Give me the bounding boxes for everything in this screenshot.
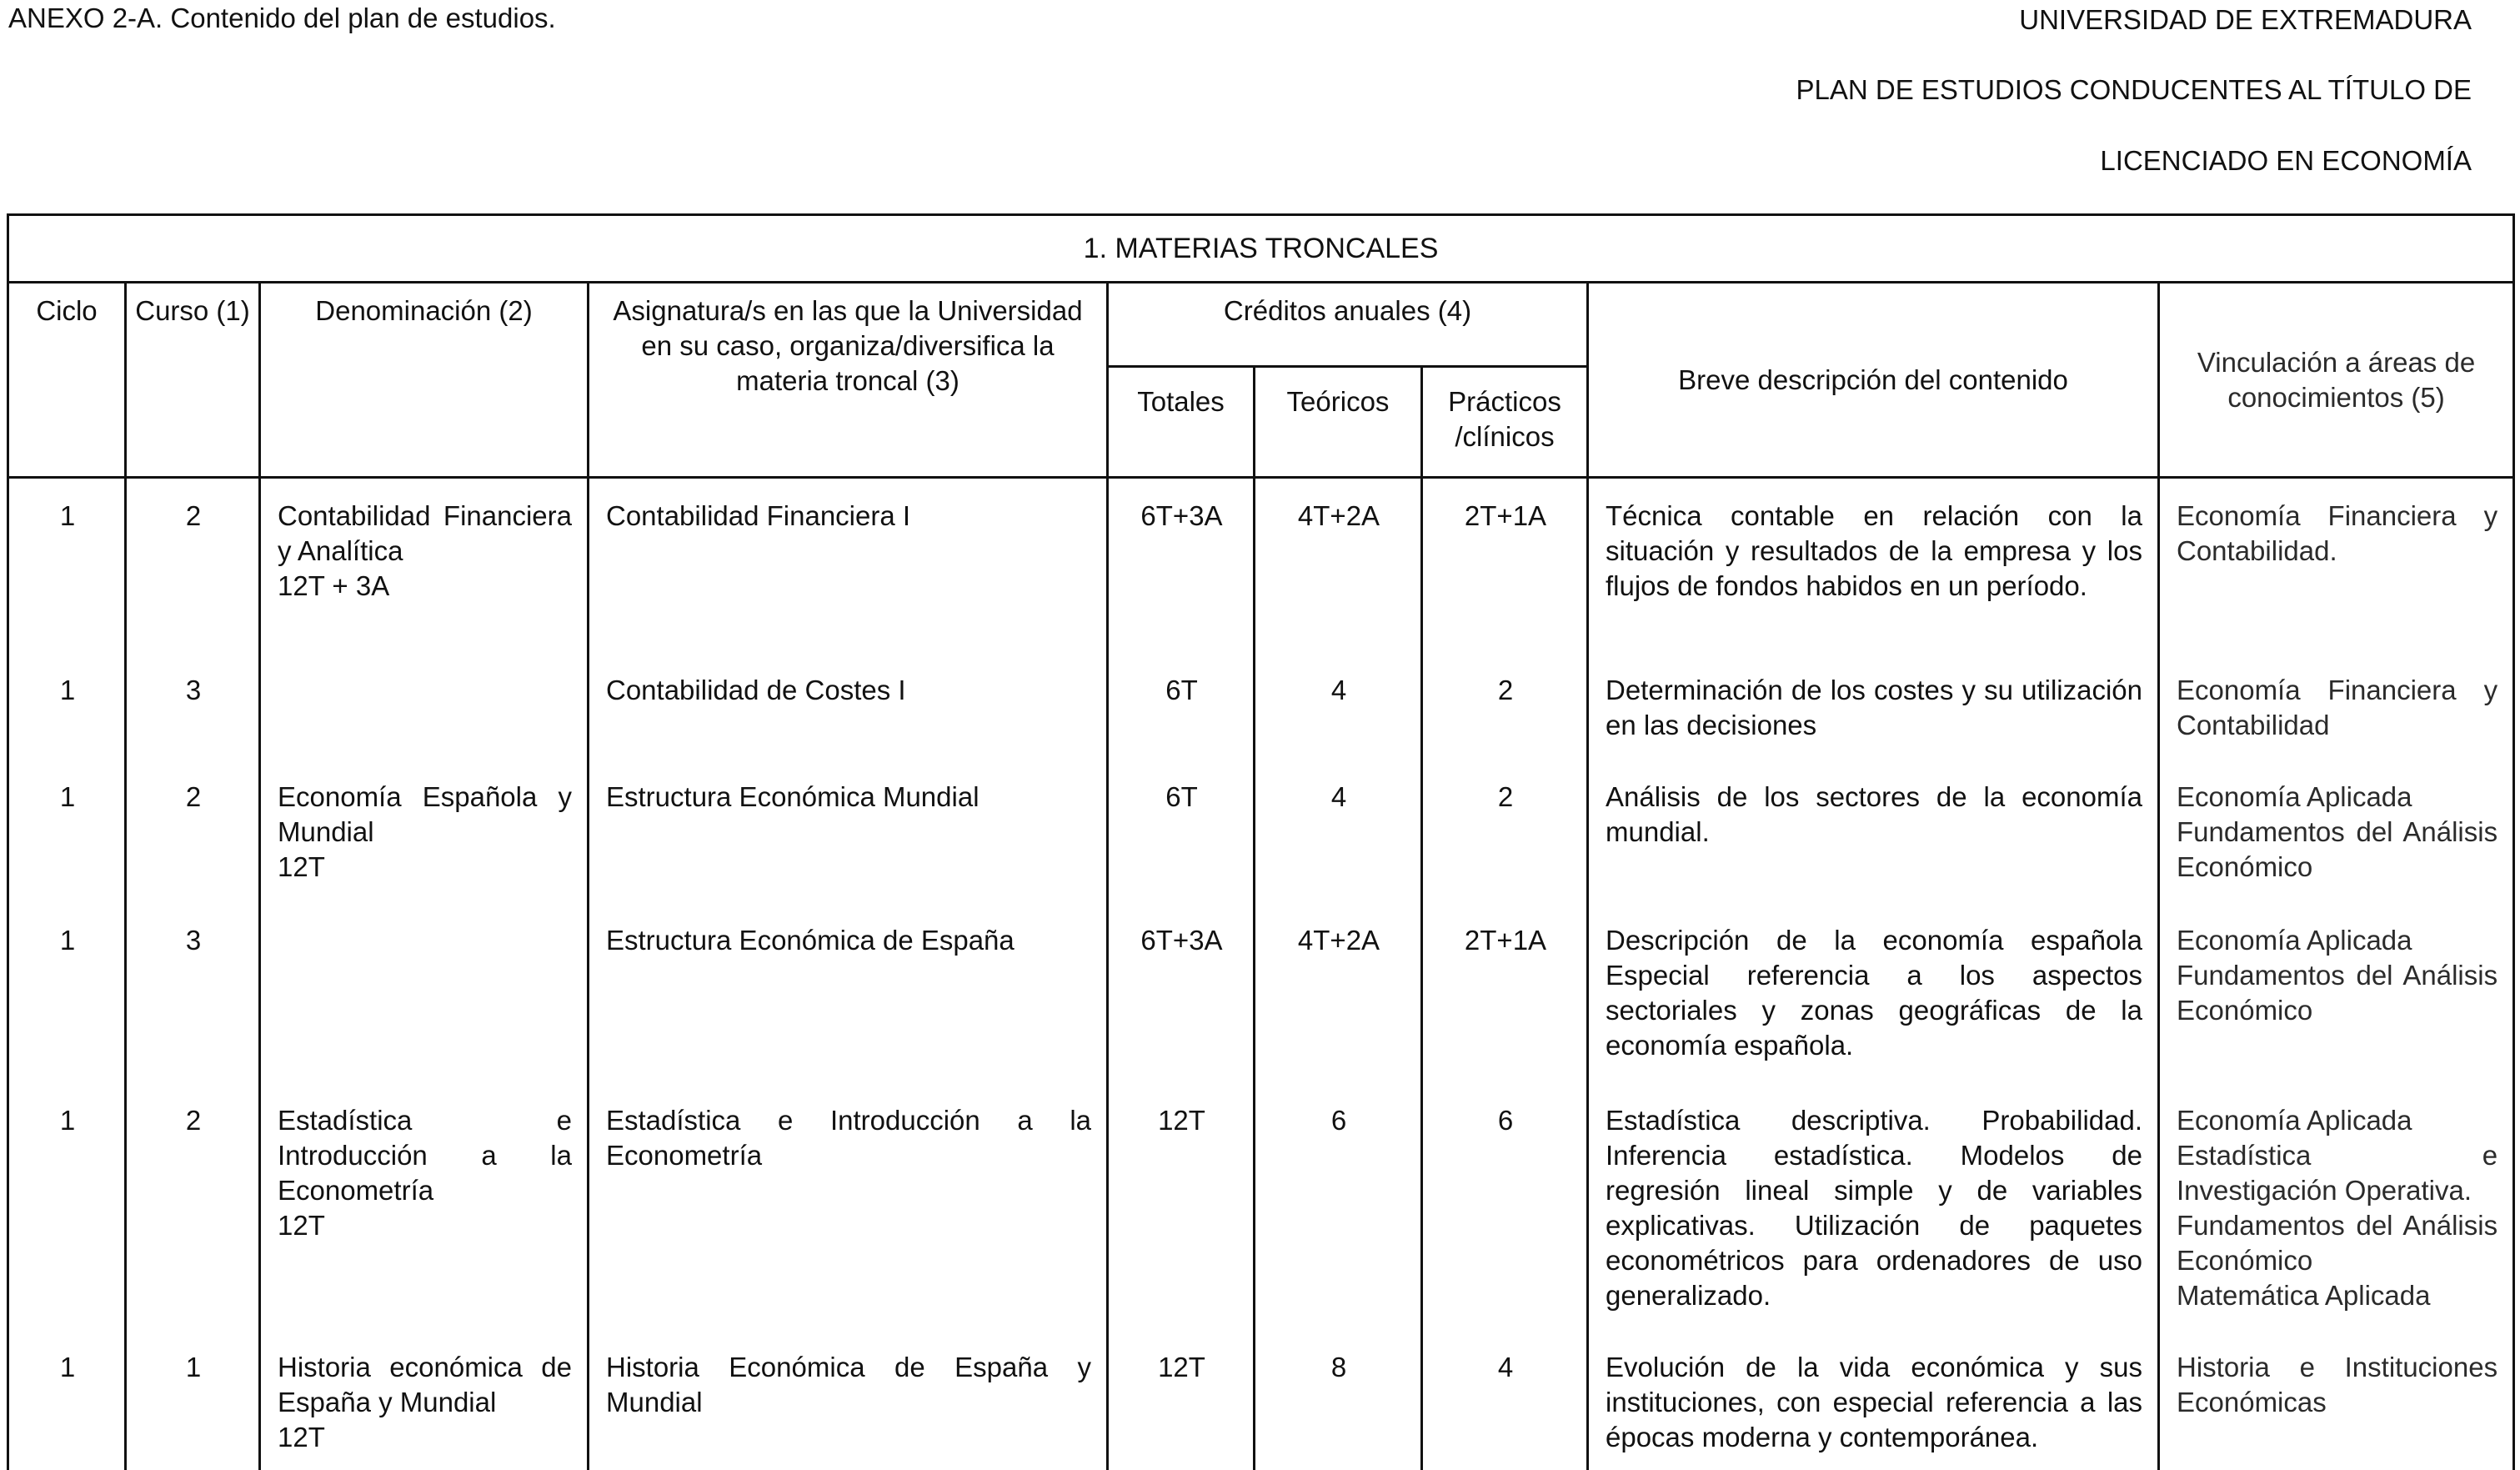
cell-vinculacion (2159, 908, 2514, 1088)
cell-totales: 6T+3A (1108, 478, 1255, 658)
cell-totales: 12T (1108, 1335, 1255, 1470)
cell-asignatura: Estadística e Introducción a la Econometría (589, 1088, 1108, 1335)
denominacion-credits: 12T (278, 1421, 325, 1452)
cell-totales: 6T (1108, 765, 1255, 908)
cell-practicos: 2T+1A (1422, 908, 1588, 1088)
cell-descripcion: Descripción de la economía española Especial referencia a los aspectos sectoriales y zonas geográficas de la economía española. (1588, 908, 2159, 1088)
plan-title-line-1: PLAN DE ESTUDIOS CONDUCENTES AL TÍTULO DE (1796, 74, 2472, 105)
cell-descripcion: Estadística descriptiva. Probabilidad. Inferencia estadística. Modelos de regresión lineal simple y de variables explicativas. Utilización de paquetes econométricos para ordenadores de uso generalizado. (1588, 1088, 2159, 1335)
cell-totales: 6T (1108, 658, 1255, 765)
cell-asignatura: Contabilidad de Costes I (589, 658, 1108, 765)
cell-curso: 2 (126, 765, 260, 908)
vinculacion-area: Economía Aplicada (2177, 780, 2412, 812)
cell-ciclo: 1 (8, 478, 126, 658)
denominacion-name: Estadística e Introducción a la Econometría (278, 1104, 572, 1206)
denominacion-name: Contabilidad Financiera y Analítica (278, 500, 572, 566)
cell-vinculacion (2159, 765, 2514, 908)
cell-curso: 2 (126, 478, 260, 658)
university-name: UNIVERSIDAD DE EXTREMADURA (2019, 4, 2472, 35)
vinculacion-area: Economía Aplicada (2177, 1104, 2412, 1136)
cell-descripcion: Evolución de la vida económica y sus instituciones, con especial referencia a las épocas moderna y contemporánea. (1588, 1335, 2159, 1470)
table-row (8, 908, 2514, 1088)
denominacion-credits: 12T (278, 850, 325, 882)
cell-teoricos: 8 (1255, 1335, 1422, 1470)
vinculacion-area: Economía Aplicada (2177, 924, 2412, 956)
table-row (8, 1335, 2514, 1470)
table-header (8, 215, 2514, 478)
cell-asignatura: Estructura Económica de España (589, 908, 1108, 1088)
col-header-totales: Totales (1108, 367, 1255, 478)
cell-teoricos: 6 (1255, 1088, 1422, 1335)
cell-teoricos: 4 (1255, 658, 1422, 765)
cell-denominacion (260, 765, 589, 908)
col-header-vinculacion: Vinculación a áreas de conocimientos (5) (2159, 283, 2514, 478)
cell-ciclo: 1 (8, 1335, 126, 1470)
cell-denominacion (260, 908, 589, 1088)
cell-ciclo: 1 (8, 658, 126, 765)
vinculacion-area: Fundamentos del Análisis Económico (2177, 815, 2498, 882)
cell-asignatura: Contabilidad Financiera I (589, 478, 1108, 658)
col-header-descripcion: Breve descripción del contenido (1588, 283, 2159, 478)
cell-denominacion (260, 478, 589, 658)
vinculacion-area: Estadística e Investigación Operativa. (2177, 1139, 2498, 1206)
col-header-teoricos: Teóricos (1255, 367, 1422, 478)
cell-descripcion: Análisis de los sectores de la economía mundial. (1588, 765, 2159, 908)
cell-teoricos: 4T+2A (1255, 478, 1422, 658)
cell-descripcion: Determinación de los costes y su utilización en las decisiones (1588, 658, 2159, 765)
col-header-asignatura: Asignatura/s en las que la Universidad en su caso, organiza/diversifica la materia troncal (3) (589, 283, 1108, 478)
cell-practicos: 6 (1422, 1088, 1588, 1335)
table-row (8, 658, 2514, 765)
table-body (8, 478, 2514, 1470)
cell-curso: 3 (126, 658, 260, 765)
cell-curso: 2 (126, 1088, 260, 1335)
table-row (8, 1088, 2514, 1335)
cell-vinculacion (2159, 658, 2514, 765)
cell-ciclo: 1 (8, 1088, 126, 1335)
cell-curso: 3 (126, 908, 260, 1088)
col-header-denominacion: Denominación (2) (260, 283, 589, 478)
cell-practicos: 2 (1422, 658, 1588, 765)
cell-totales: 12T (1108, 1088, 1255, 1335)
cell-practicos: 2T+1A (1422, 478, 1588, 658)
cell-vinculacion (2159, 1335, 2514, 1470)
col-header-curso: Curso (1) (126, 283, 260, 478)
cell-vinculacion (2159, 1088, 2514, 1335)
cell-asignatura: Estructura Económica Mundial (589, 765, 1108, 908)
table-row (8, 478, 2514, 658)
cell-ciclo: 1 (8, 908, 126, 1088)
denominacion-name: Historia económica de España y Mundial (278, 1351, 572, 1417)
cell-totales: 6T+3A (1108, 908, 1255, 1088)
cell-teoricos: 4 (1255, 765, 1422, 908)
col-header-creditos: Créditos anuales (4) (1108, 283, 1588, 367)
cell-denominacion (260, 1335, 589, 1470)
cell-curso: 1 (126, 1335, 260, 1470)
denominacion-credits: 12T + 3A (278, 570, 390, 601)
vinculacion-area: Matemática Aplicada (2177, 1279, 2431, 1311)
cell-vinculacion (2159, 478, 2514, 658)
cell-ciclo: 1 (8, 765, 126, 908)
cell-denominacion (260, 658, 589, 765)
vinculacion-area: Fundamentos del Análisis Económico (2177, 959, 2498, 1026)
cell-asignatura: Historia Económica de España y Mundial (589, 1335, 1108, 1470)
col-header-practicos: Prácticos /clínicos (1422, 367, 1588, 478)
vinculacion-area: Fundamentos del Análisis Económico (2177, 1209, 2498, 1276)
table-row (8, 765, 2514, 908)
vinculacion-area: Economía Financiera y Contabilidad (2177, 674, 2498, 740)
table-title: 1. MATERIAS TRONCALES (8, 215, 2514, 283)
plan-title-line-2: LICENCIADO EN ECONOMÍA (2100, 145, 2472, 176)
materias-troncales-table (7, 213, 2515, 1470)
annex-title: ANEXO 2-A. Contenido del plan de estudios. (8, 3, 556, 33)
vinculacion-area: Historia e Instituciones Económicas (2177, 1351, 2498, 1417)
denominacion-name: Economía Española y Mundial (278, 780, 572, 847)
cell-teoricos: 4T+2A (1255, 908, 1422, 1088)
col-header-ciclo: Ciclo (8, 283, 126, 478)
cell-descripcion: Técnica contable en relación con la situación y resultados de la empresa y los flujos de fondos habidos en un período. (1588, 478, 2159, 658)
denominacion-credits: 12T (278, 1209, 325, 1241)
vinculacion-area: Economía Financiera y Contabilidad. (2177, 500, 2498, 566)
cell-practicos: 2 (1422, 765, 1588, 908)
cell-practicos: 4 (1422, 1335, 1588, 1470)
cell-denominacion (260, 1088, 589, 1335)
